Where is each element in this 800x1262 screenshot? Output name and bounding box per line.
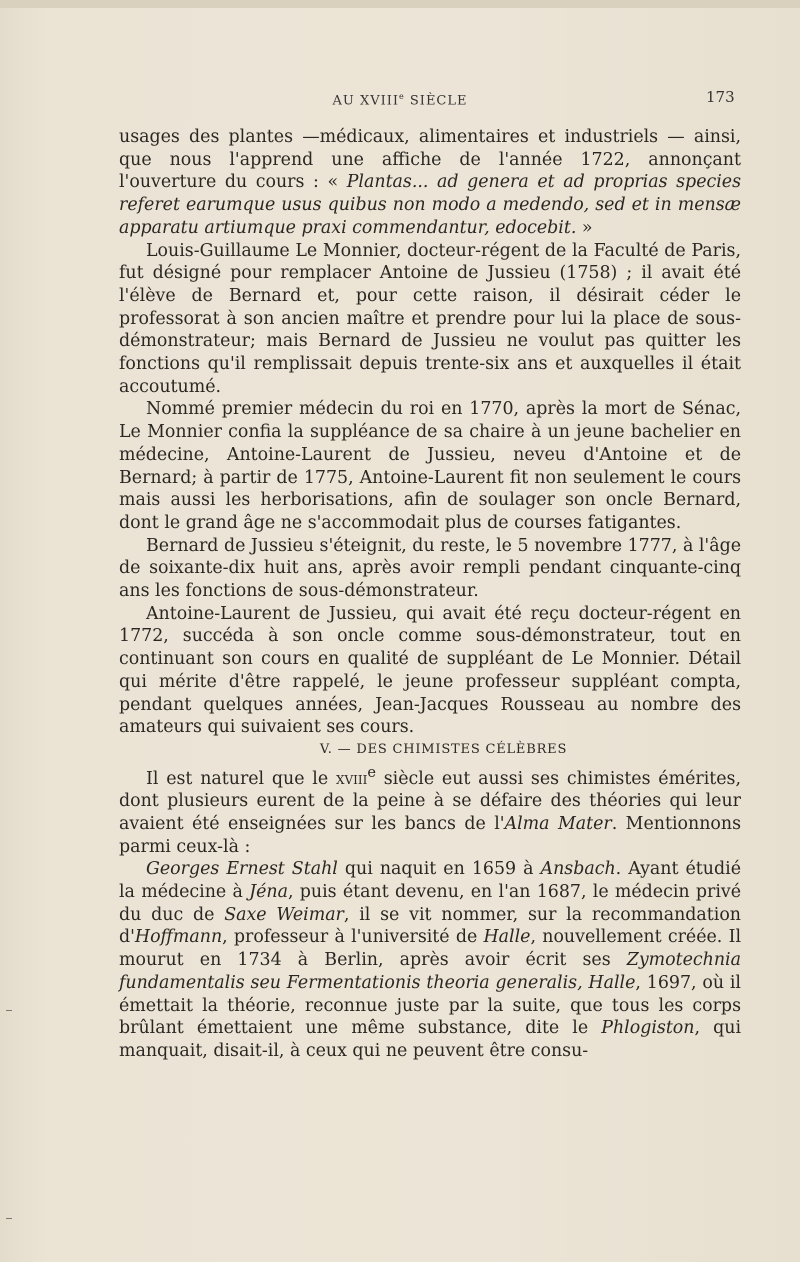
person-name: Georges Ernest Stahl	[146, 859, 338, 880]
paragraph-6: Il est naturel que le xviii$^e$ siècle eut aussi ses chimistes émérites, dont plusieurs eurent de la peine à se défaire des théories qui leur avaient été enseignées sur les bancs de l'Alma Mater. Mentionnons parmi ceux-là :	[119, 764, 741, 857]
running-head-sup: e	[399, 92, 405, 101]
body-text	[119, 126, 741, 1063]
section-title: V. — DES CHIMISTES CÉLÈBRES	[319, 741, 568, 757]
top-edge	[0, 0, 800, 8]
paragraph-7: Georges Ernest Stahl qui naquit en 1659 à Ansbach. Ayant étudié la médecine à Jéna, puis étant devenu, en l'an 1687, le médecin privé du duc de Saxe Weimar, il se vit nommer, sur la recommandation d'Hoffmann, professeur à l'université de Halle, nouvellement créée. Il mourut en 1734 à Berlin, après avoir écrit ses Zymotechnia fundamentalis seu Fermentationis theoria generalis, Halle, 1697, où il émettait la théorie, reconnue juste par la suite, que tous les corps brûlant émettaient une même substance, dite le Phlogiston, qui manquait, disait-il, à ceux qui ne peuvent être consu-	[119, 859, 742, 1061]
page-number: 173	[706, 88, 735, 106]
margin-mark	[6, 1218, 12, 1219]
paragraph-1: usages des plantes —médicaux, alimentaires et industriels — ainsi, que nous l'apprend une affiche de l'année 1722, annonçant l'ouverture du cours : « Plantas... ad genera et ad proprias species referet earumque usus quibus non modo a medendo, sed et in mensæ apparatu artiumque praxi commendantur, edocebit. »	[119, 127, 742, 238]
paragraph-4: Bernard de Jussieu s'éteignit, du reste, le 5 novembre 1777, à l'âge de soixante-dix huit ans, après avoir rempli pendant cinquante-cinq ans les fonctions de sous-démonstrateur.	[119, 535, 741, 602]
running-head-pre: AU XVIII	[332, 93, 400, 109]
paragraph-2: Louis-Guillaume Le Monnier, docteur-régent de la Faculté de Paris, fut désigné pour remplacer Antoine de Jussieu (1758) ; il avait été l'élève de Bernard et, pour cette raison, il désirait céder le professorat à son ancien maître et prendre pour lui la place de sous-démonstrateur; mais Bernard de Jussieu ne voulut pas quitter les fonctions qu'il remplissait depuis trente-six ans et auxquelles il était accoutumé.	[119, 240, 741, 397]
running-head	[0, 92, 800, 108]
latin-quote: Plantas... ad genera et ad proprias species referet earumque usus quibus non modo a medendo, sed et in mensæ apparatu artiumque praxi commendantur, edocebit.	[119, 172, 742, 238]
margin-mark	[6, 1010, 12, 1011]
running-head-post: SIÈCLE	[404, 93, 468, 109]
paragraph-5: Antoine-Laurent de Jussieu, qui avait été reçu docteur-régent en 1772, succéda à son oncle comme sous-démonstrateur, tout en continuant son cours en qualité de suppléant de Le Monnier. Détail qui mérite d'être rappelé, le jeune professeur suppléant compta, pendant quelques années, Jean-Jacques Rousseau au nombre des amateurs qui suivaient ses cours.	[119, 603, 741, 738]
paragraph-3: Nommé premier médecin du roi en 1770, après la mort de Sénac, Le Monnier confia la suppléance de sa chaire à un jeune bachelier en médecine, Antoine-Laurent de Jussieu, neveu d'Antoine et de Bernard; à partir de 1775, Antoine-Laurent fit non seulement le cours mais aussi les herborisations, afin de soulager son oncle Bernard, dont le grand âge ne s'accommodait plus de courses fatigantes.	[119, 399, 741, 533]
